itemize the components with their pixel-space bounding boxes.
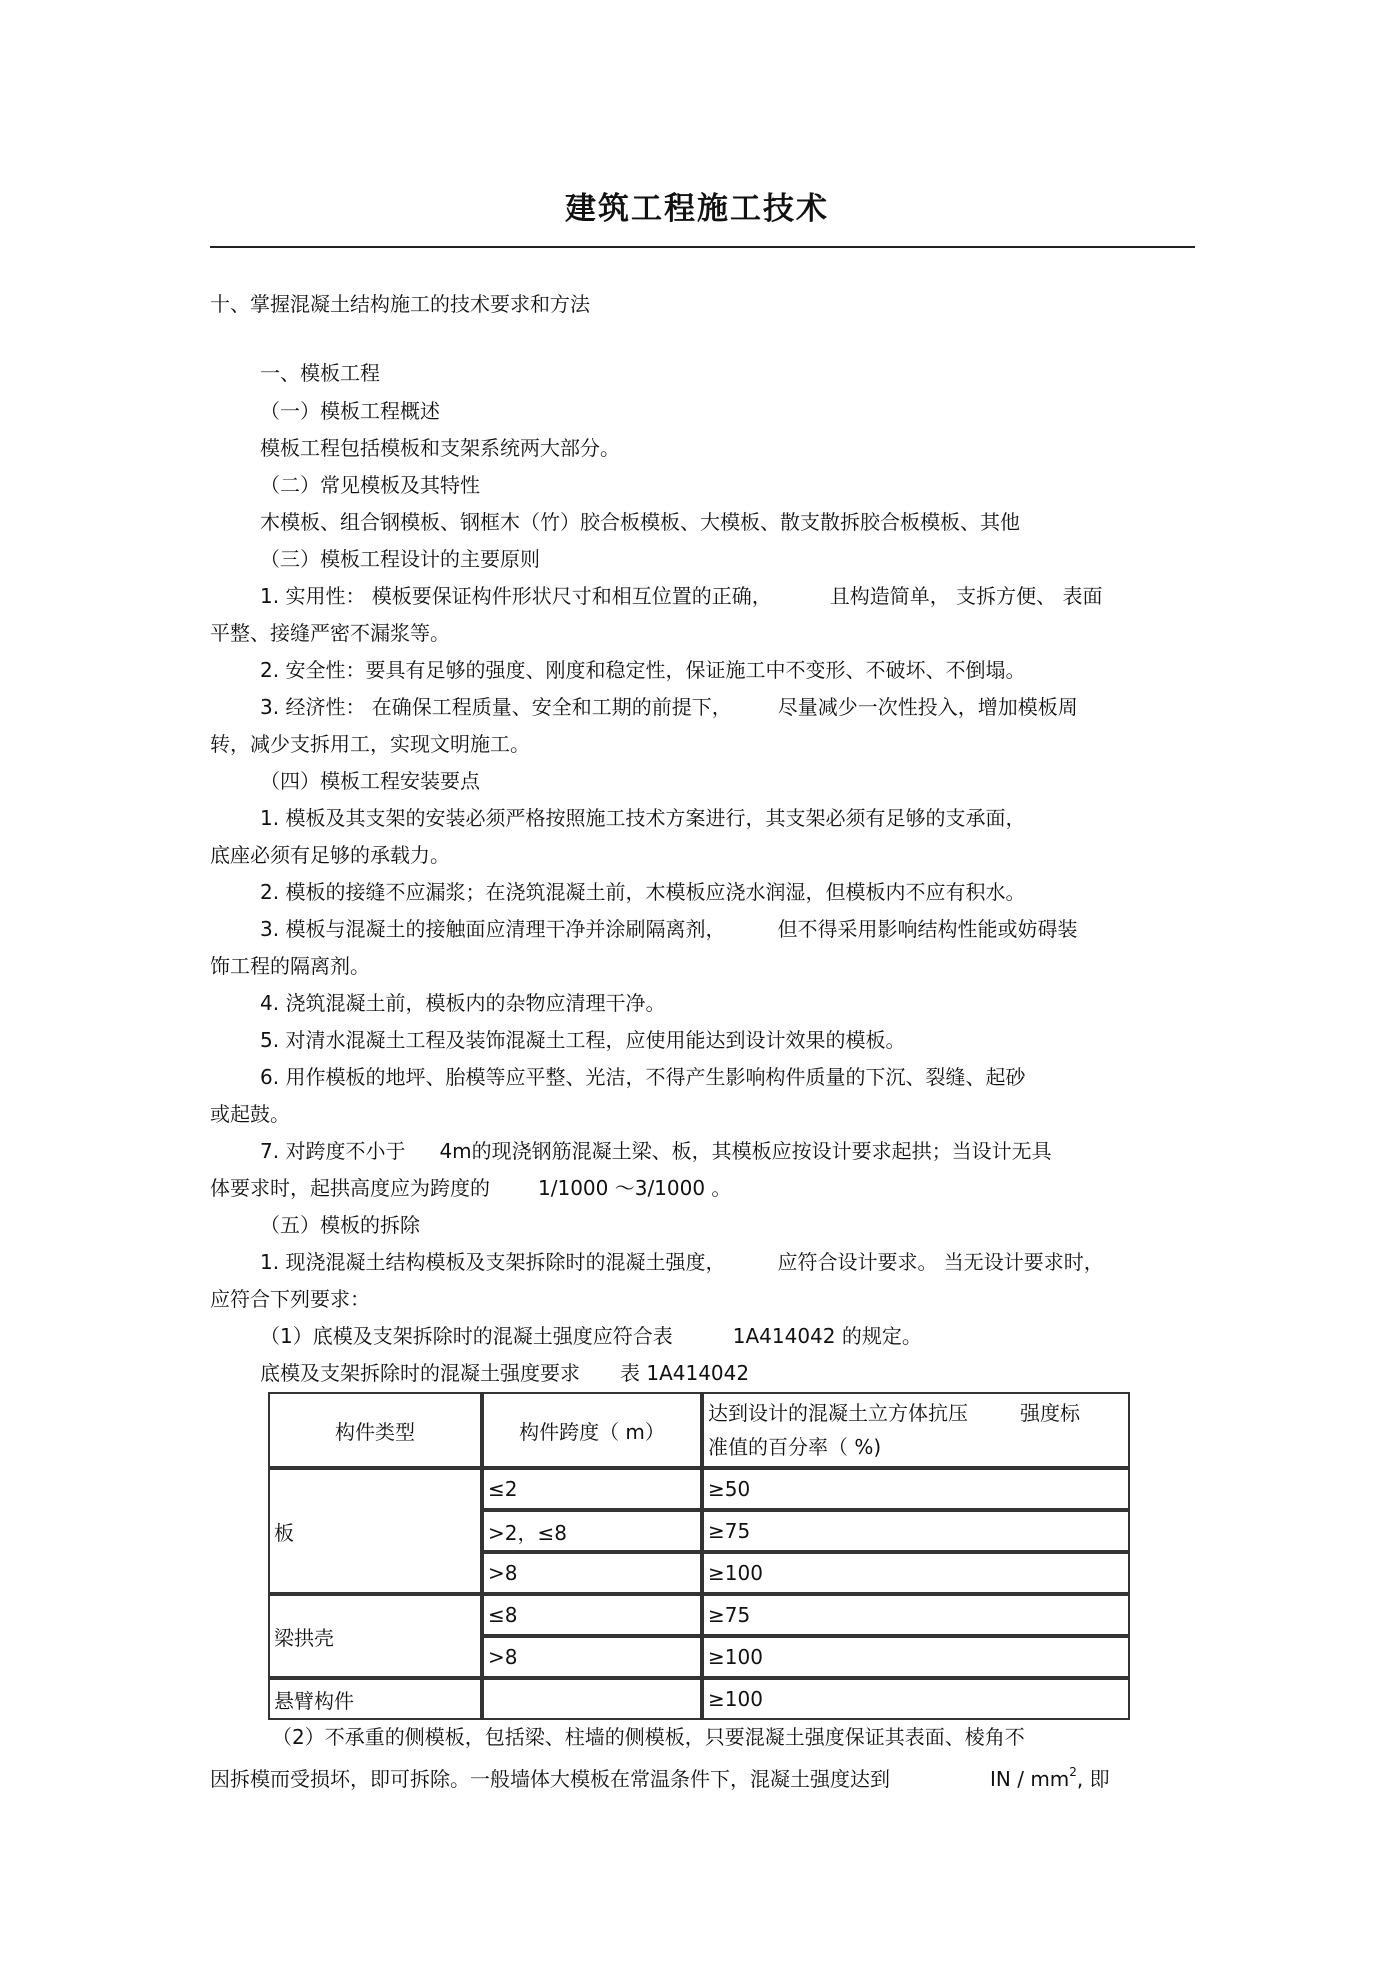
cell-span: >2，≤8 — [482, 1510, 702, 1552]
paragraph-line — [260, 915, 1077, 943]
paragraph-line: 木模板、组合钢模板、钢框木（竹）胶合板模板、大模板、散支散拆胶合板模板、其他 — [260, 510, 1020, 534]
cell-span — [482, 1678, 702, 1720]
paragraph-line — [210, 1174, 731, 1202]
text-segment: 3. 经济性： 在确保工程质量、安全和工期的前提下， — [260, 695, 732, 719]
section-heading: 十、掌握混凝土结构施工的技术要求和方法 — [210, 292, 590, 316]
header-member-type: 构件类型 — [268, 1392, 482, 1468]
text-segment: 体要求时，起拱高度应为跨度的 — [210, 1176, 490, 1200]
text-segment: 1/1000 ～3/1000 。 — [538, 1176, 732, 1200]
heading-formwork: 一、模板工程 — [260, 361, 380, 385]
cell-span: >8 — [482, 1636, 702, 1678]
cell-percent: ≥100 — [702, 1552, 1130, 1594]
table-header-row — [268, 1392, 1130, 1468]
cell-member-type: 板 — [268, 1468, 482, 1594]
text-segment: 应符合设计要求。 当无设计要求时， — [777, 1250, 1104, 1274]
table-caption — [260, 1359, 749, 1387]
text-segment: 1. 现浇混凝土结构模板及支架拆除时的混凝土强度， — [260, 1250, 726, 1274]
table-row — [268, 1594, 1130, 1636]
paragraph-line: 4. 浇筑混凝土前，模板内的杂物应清理干净。 — [260, 991, 666, 1015]
text-segment: , 即 — [1076, 1767, 1110, 1791]
subheading-removal: （五）模板的拆除 — [260, 1213, 420, 1237]
cell-percent: ≥75 — [702, 1510, 1130, 1552]
cell-percent: ≥100 — [702, 1636, 1130, 1678]
paragraph-line: 转，减少支拆用工，实现文明施工。 — [210, 732, 530, 756]
cell-span: ≤2 — [482, 1468, 702, 1510]
subheading-overview: （一）模板工程概述 — [260, 399, 440, 423]
paragraph-line: 5. 对清水混凝土工程及装饰混凝土工程，应使用能达到设计效果的模板。 — [260, 1028, 906, 1052]
text-segment: 4m的现浇钢筋混凝土梁、板，其模板应按设计要求起拱；当设计无具 — [439, 1139, 1052, 1163]
text-segment: 尽量减少一次性投入，增加模板周 — [777, 695, 1078, 719]
paragraph-line: 饰工程的隔离剂。 — [210, 954, 370, 978]
cell-member-type: 悬臂构件 — [268, 1678, 482, 1720]
paragraph-line: 6. 用作模板的地坪、胎模等应平整、光洁，不得产生影响构件质量的下沉、裂缝、起砂 — [260, 1065, 1026, 1089]
paragraph-line: 或起鼓。 — [210, 1102, 290, 1126]
subheading-types: （二）常见模板及其特性 — [260, 473, 480, 497]
text-segment: （1）底模及支架拆除时的混凝土强度应符合表 — [260, 1324, 673, 1348]
subheading-principles: （三）模板工程设计的主要原则 — [260, 547, 540, 571]
table-row — [268, 1468, 1130, 1510]
paragraph-line: （2）不承重的侧模板，包括梁、柱墙的侧模板，只要混凝土强度保证其表面、棱角不 — [272, 1725, 1025, 1749]
text-segment: IN / mm — [990, 1767, 1070, 1791]
header-text: 准值的百分率（ %) — [708, 1435, 882, 1459]
paragraph-line — [260, 1248, 1104, 1276]
paragraph-line: 2. 模板的接缝不应漏浆；在浇筑混凝土前，木模板应浇水润湿，但模板内不应有积水。 — [260, 880, 1026, 904]
text-segment: 7. 对跨度不小于 — [260, 1139, 406, 1163]
paragraph-line: 1. 模板及其支架的安装必须严格按照施工技术方案进行，其支架必须有足够的支承面， — [260, 806, 1026, 830]
cell-percent: ≥75 — [702, 1594, 1130, 1636]
page-title: 建筑工程施工技术 — [565, 191, 829, 227]
paragraph-line: 模板工程包括模板和支架系统两大部分。 — [260, 436, 620, 460]
cell-span: ≤8 — [482, 1594, 702, 1636]
paragraph-line — [260, 1137, 1052, 1165]
superscript: 2 — [1069, 1765, 1077, 1779]
table-caption-number: 表 1A414042 — [620, 1361, 750, 1385]
cell-member-type: 梁拱壳 — [268, 1594, 482, 1678]
text-segment: 1A414042 的规定。 — [732, 1324, 922, 1348]
header-span: 构件跨度（ m） — [482, 1392, 702, 1468]
paragraph-line — [260, 1322, 922, 1350]
title-underline — [210, 246, 1195, 248]
cell-span: >8 — [482, 1552, 702, 1594]
paragraph-line — [260, 582, 1103, 610]
paragraph-line — [260, 693, 1078, 721]
strength-requirements-table — [268, 1392, 1130, 1720]
header-text: 强度标 — [1020, 1401, 1080, 1425]
paragraph-line — [210, 1765, 1110, 1796]
header-strength-percent — [702, 1392, 1130, 1468]
paragraph-line: 平整、接缝严密不漏浆等。 — [210, 621, 450, 645]
cell-percent: ≥50 — [702, 1468, 1130, 1510]
subheading-installation: （四）模板工程安装要点 — [260, 769, 480, 793]
text-segment: 因拆模而受损坏，即可拆除。一般墙体大模板在常温条件下，混凝土强度达到 — [210, 1767, 890, 1791]
table-caption-title: 底模及支架拆除时的混凝土强度要求 — [260, 1361, 580, 1385]
paragraph-line: 底座必须有足够的承载力。 — [210, 843, 450, 867]
text-segment: 但不得采用影响结构性能或妨碍装 — [777, 917, 1078, 941]
text-segment: 且构造简单， 支拆方便、 表面 — [829, 584, 1103, 608]
paragraph-line: 应符合下列要求： — [210, 1287, 370, 1311]
text-segment: 3. 模板与混凝土的接触面应清理干净并涂刷隔离剂， — [260, 917, 726, 941]
header-text: 达到设计的混凝土立方体抗压 — [708, 1401, 968, 1425]
text-segment: 1. 实用性： 模板要保证构件形状尺寸和相互位置的正确， — [260, 584, 772, 608]
paragraph-line: 2. 安全性：要具有足够的强度、刚度和稳定性，保证施工中不变形、不破坏、不倒塌。 — [260, 658, 1026, 682]
table-row — [268, 1678, 1130, 1720]
cell-percent: ≥100 — [702, 1678, 1130, 1720]
